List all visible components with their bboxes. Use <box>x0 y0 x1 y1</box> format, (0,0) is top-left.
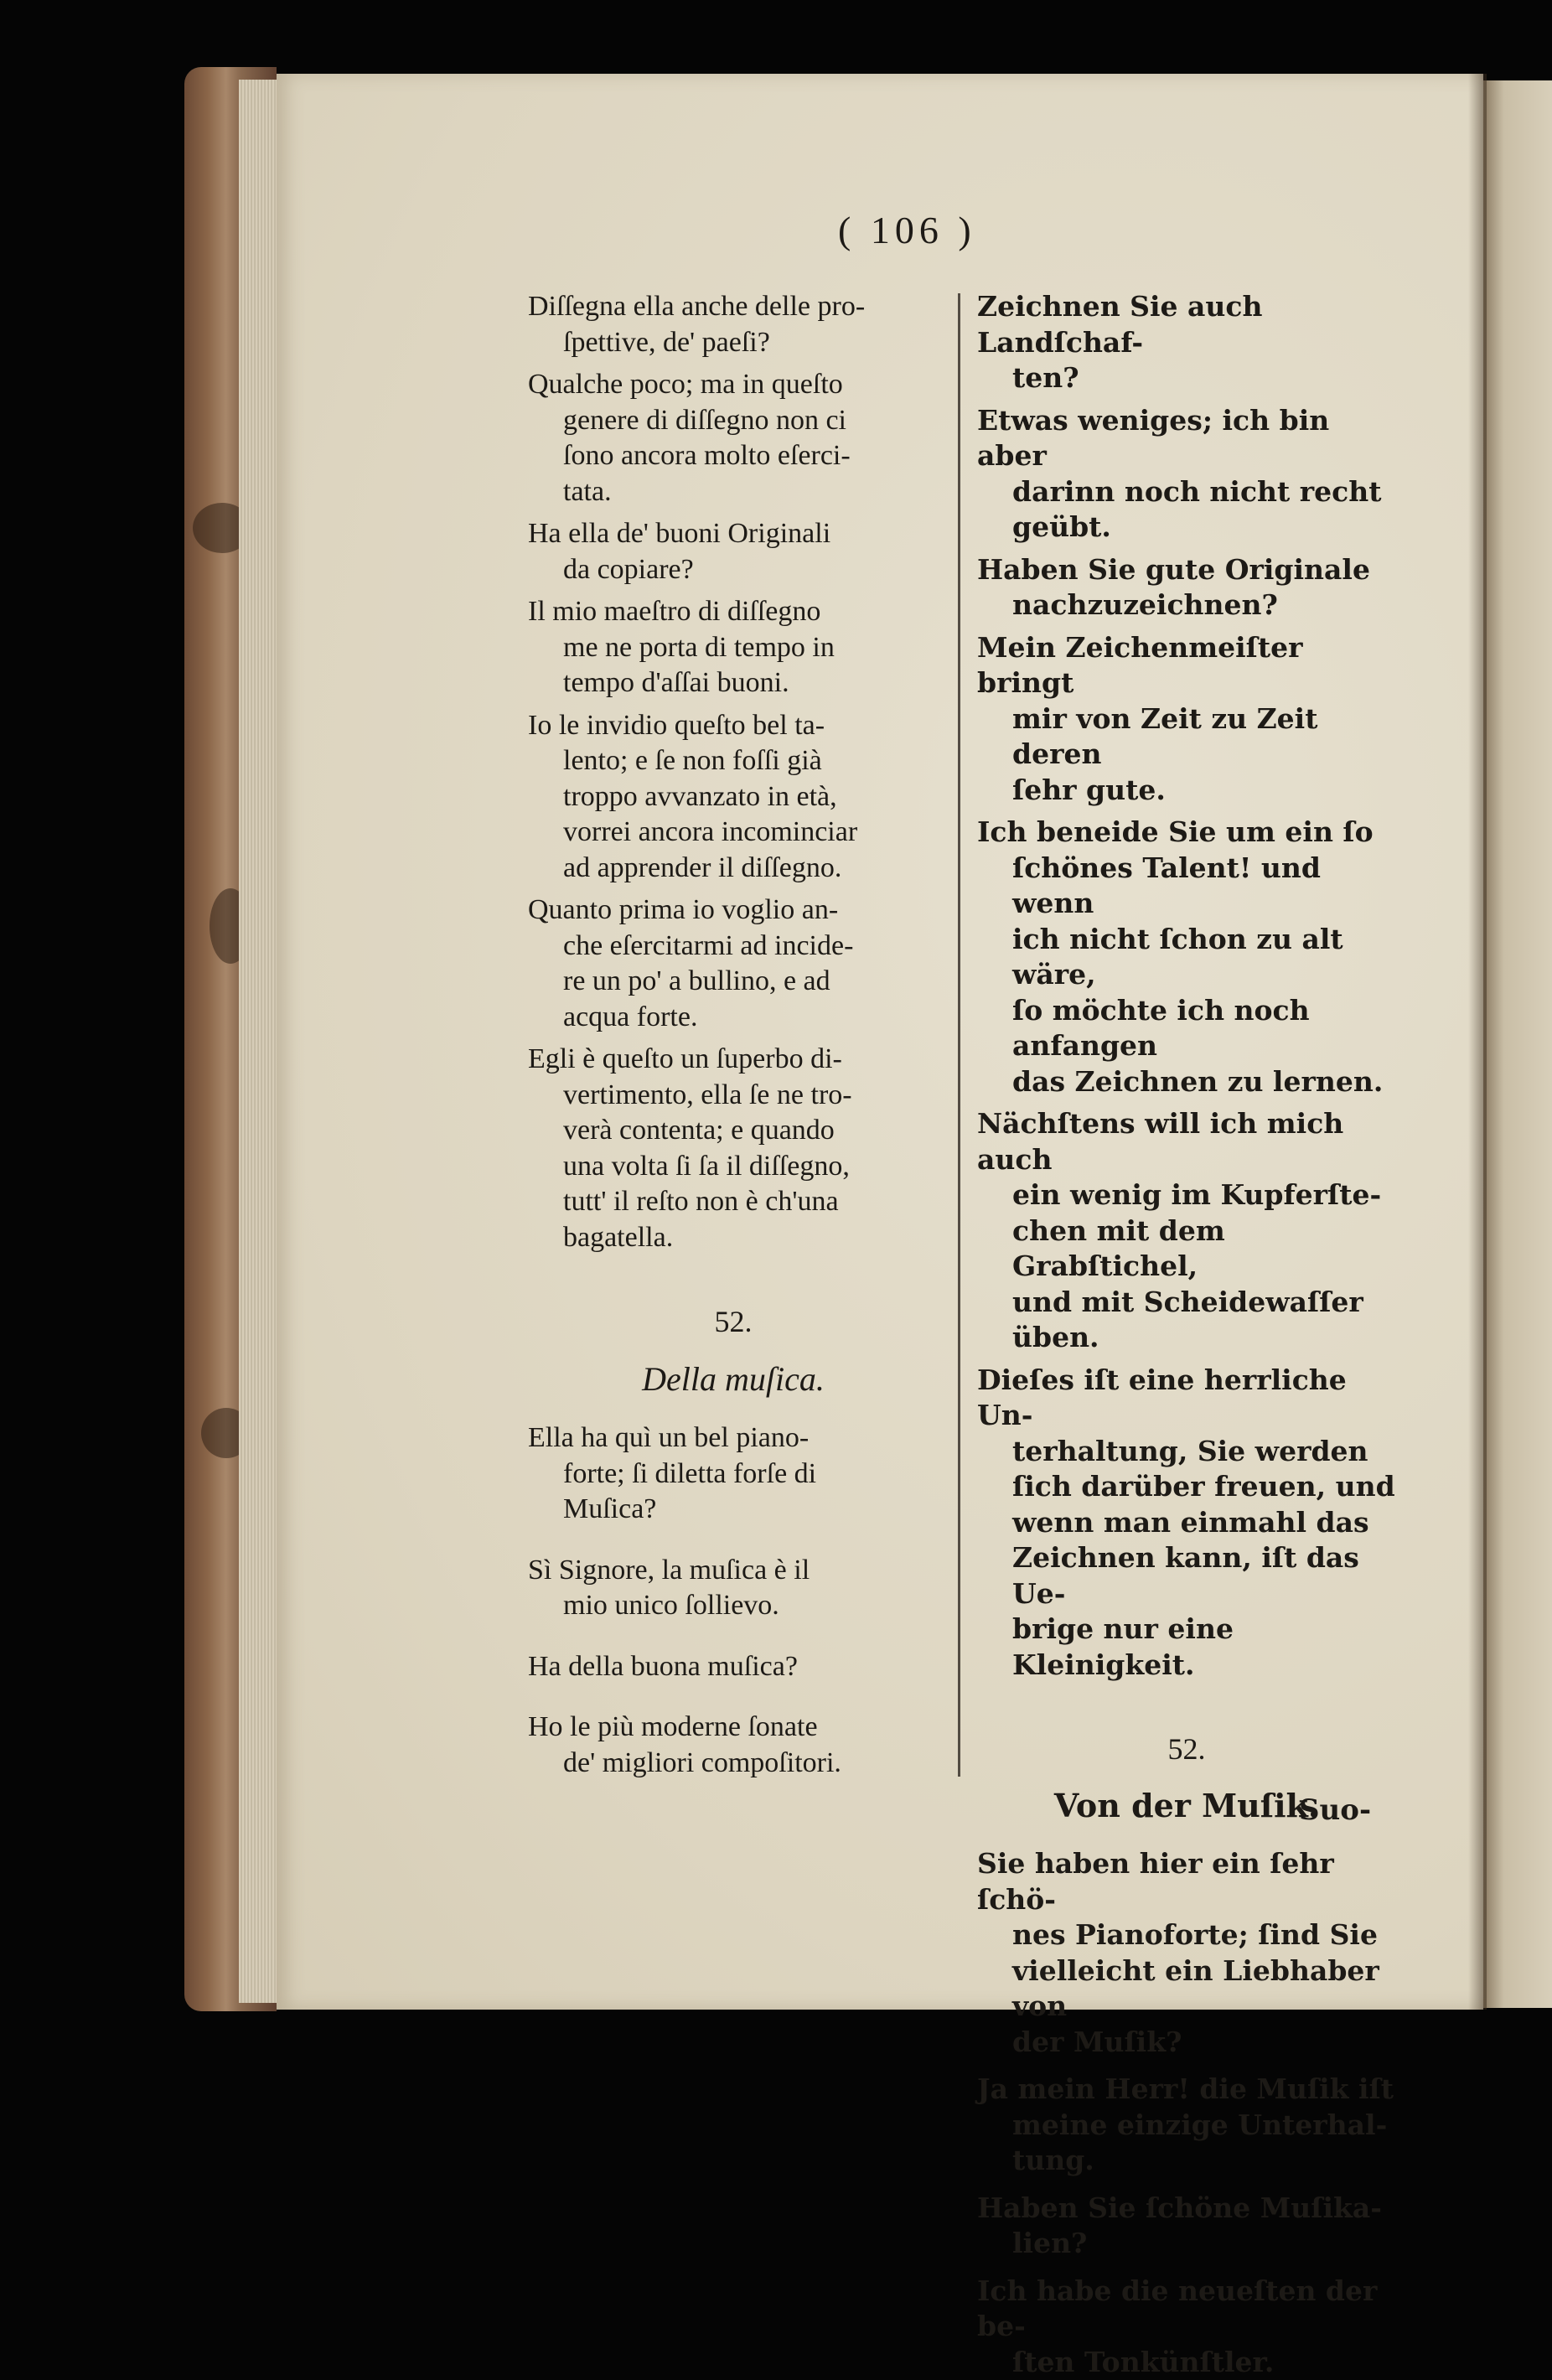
dialogue-entry <box>977 2191 1396 2262</box>
german-section-title: Von der Muſik. <box>977 1787 1396 1824</box>
dialogue-entry <box>528 516 939 587</box>
italian-entries-top <box>528 289 939 1255</box>
dialogue-entry <box>528 289 939 360</box>
dialogue-entry <box>528 708 939 887</box>
entry-continuation-line: ein wenig im Kupferſte- <box>977 1177 1396 1213</box>
dialogue-entry <box>528 1710 939 1781</box>
entry-continuation-line: und mit Scheidewaſſer <box>977 1285 1396 1321</box>
entry-first-line: Etwas weniges; ich bin aber <box>977 403 1396 474</box>
entry-continuation-line: Zeichnen kann, iſt das Ue- <box>977 1540 1396 1612</box>
dialogue-entry <box>528 1649 939 1685</box>
entry-continuation-line: verà contenta; e quando <box>528 1113 939 1149</box>
entry-continuation-line: nachzuzeichnen? <box>977 587 1396 623</box>
entry-continuation-line: tutt' il reſto non è ch'una <box>528 1184 939 1220</box>
entry-first-line: Nächſtens will ich mich auch <box>977 1106 1396 1177</box>
dialogue-entry <box>528 1420 939 1528</box>
entry-continuation-line: da copiare? <box>528 552 939 588</box>
entry-first-line: Ha ella de' buoni Originali <box>528 516 939 552</box>
entry-continuation-line: tempo d'aſſai buoni. <box>528 665 939 701</box>
italian-section-number: 52. <box>528 1304 939 1339</box>
entry-continuation-line: ſpettive, de' paeſi? <box>528 325 939 361</box>
entry-continuation-line: meine einzige Unterhal- <box>977 2108 1396 2144</box>
page-gutter-shadow <box>1468 74 1487 2010</box>
entry-first-line: Sì Signore, la muſica è il <box>528 1553 939 1589</box>
entry-continuation-line: ad apprender il diſſegno. <box>528 851 939 887</box>
entry-continuation-line: vorrei ancora incominciar <box>528 815 939 851</box>
dialogue-entry <box>528 1553 939 1624</box>
dialogue-entry <box>528 594 939 701</box>
entry-continuation-line: una volta ſi ſa il diſſegno, <box>528 1149 939 1185</box>
entry-continuation-line: geübt. <box>977 510 1396 546</box>
entry-continuation-line: ich nicht ſchon zu alt wäre, <box>977 922 1396 993</box>
dialogue-entry <box>528 367 939 510</box>
italian-section-title: Della muſica. <box>528 1359 939 1399</box>
entry-continuation-line: re un po' a bullino, e ad <box>528 964 939 1000</box>
entry-continuation-line: me ne porta di tempo in <box>528 630 939 666</box>
entry-continuation-line: tata. <box>528 474 939 510</box>
dialogue-entry <box>977 630 1396 809</box>
entry-first-line: Egli è queſto un ſuperbo di- <box>528 1042 939 1078</box>
entry-continuation-line: lento; e ſe non foſſi già <box>528 743 939 779</box>
dialogue-entry <box>528 1042 939 1255</box>
entry-continuation-line: wenn man einmahl das <box>977 1505 1396 1541</box>
dialogue-entry <box>977 1106 1396 1356</box>
dialogue-entry <box>528 892 939 1035</box>
entry-first-line: Ho le più moderne ſonate <box>528 1710 939 1746</box>
dialogue-entry <box>977 289 1396 396</box>
entry-continuation-line: üben. <box>977 1320 1396 1356</box>
italian-column <box>528 289 939 1781</box>
catchword: Suo- <box>1299 1793 1371 1827</box>
entry-continuation-line: vertimento, ella ſe ne tro- <box>528 1078 939 1114</box>
entry-continuation-line: vielleicht ein Liebhaber von <box>977 1953 1396 2025</box>
entry-continuation-line: bagatella. <box>528 1220 939 1256</box>
dialogue-entry <box>977 1846 1396 2060</box>
entry-continuation-line: ſten Tonkünſtler. <box>977 2345 1396 2380</box>
entry-first-line: Haben Sie ſchöne Muſika- <box>977 2191 1396 2227</box>
entry-continuation-line: che eſercitarmi ad incide- <box>528 929 939 965</box>
page-number: ( 106 ) <box>838 208 976 252</box>
entry-first-line: Ella ha quì un bel piano- <box>528 1420 939 1456</box>
entry-continuation-line: de' migliori compoſitori. <box>528 1746 939 1782</box>
dialogue-entry <box>977 815 1396 1099</box>
entry-continuation-line: chen mit dem Grabſtichel, <box>977 1213 1396 1285</box>
entry-first-line: Il mio maeſtro di diſſegno <box>528 594 939 630</box>
entry-first-line: Qualche poco; ma in queſto <box>528 367 939 403</box>
entry-continuation-line: tung. <box>977 2143 1396 2179</box>
entry-continuation-line: terhaltung, Sie werden <box>977 1434 1396 1470</box>
entry-first-line: Zeichnen Sie auch Landſchaf- <box>977 289 1396 360</box>
entry-continuation-line: ſich darüber freuen, und <box>977 1469 1396 1505</box>
entry-first-line: Ja mein Herr! die Muſik iſt <box>977 2072 1396 2108</box>
entry-first-line: Ich habe die neueſten der be- <box>977 2274 1396 2345</box>
italian-entries-bottom <box>528 1420 939 1781</box>
entry-first-line: Dieſes iſt eine herrliche Un- <box>977 1363 1396 1434</box>
entry-first-line: Diſſegna ella anche delle pro- <box>528 289 939 325</box>
entry-continuation-line: brige nur eine Kleinigkeit. <box>977 1612 1396 1683</box>
column-divider <box>958 293 960 1777</box>
german-entries-bottom <box>977 1846 1396 2380</box>
dialogue-entry <box>977 1363 1396 1684</box>
dialogue-entry <box>977 2072 1396 2179</box>
entry-first-line: Quanto prima io voglio an- <box>528 892 939 929</box>
entry-continuation-line: ſono ancora molto eſerci- <box>528 438 939 474</box>
dialogue-entry <box>977 552 1396 623</box>
entry-first-line: Io le invidio queſto bel ta- <box>528 708 939 744</box>
german-section-number: 52. <box>977 1731 1396 1767</box>
entry-continuation-line: ſehr gute. <box>977 773 1396 809</box>
entry-continuation-line: acqua forte. <box>528 1000 939 1036</box>
entry-continuation-line: darinn noch nicht recht <box>977 474 1396 510</box>
entry-continuation-line: Muſica? <box>528 1492 939 1528</box>
facing-page-edge <box>1483 80 1552 2008</box>
entry-continuation-line: das Zeichnen zu lernen. <box>977 1064 1396 1100</box>
entry-continuation-line: ſo möchte ich noch anfangen <box>977 993 1396 1064</box>
entry-continuation-line: genere di diſſegno non ci <box>528 403 939 439</box>
dialogue-entry <box>977 2274 1396 2380</box>
entry-continuation-line: mir von Zeit zu Zeit deren <box>977 701 1396 773</box>
dialogue-entry <box>977 403 1396 546</box>
entry-continuation-line: forte; ſi diletta forſe di <box>528 1456 939 1493</box>
entry-continuation-line: nes Pianoforte; ſind Sie <box>977 1917 1396 1953</box>
entry-first-line: Sie haben hier ein ſehr ſchö- <box>977 1846 1396 1917</box>
entry-continuation-line: ſchönes Talent! und wenn <box>977 851 1396 922</box>
entry-continuation-line: troppo avvanzato in età, <box>528 779 939 815</box>
entry-continuation-line: mio unico ſollievo. <box>528 1588 939 1624</box>
german-entries-top <box>977 289 1396 1683</box>
entry-first-line: Haben Sie gute Originale <box>977 552 1396 588</box>
entry-first-line: Ich beneide Sie um ein ſo <box>977 815 1396 851</box>
entry-continuation-line: lien? <box>977 2226 1396 2262</box>
entry-first-line: Mein Zeichenmeiſter bringt <box>977 630 1396 701</box>
german-column <box>977 289 1396 2380</box>
entry-first-line: Ha della buona muſica? <box>528 1649 939 1685</box>
entry-continuation-line: ten? <box>977 360 1396 396</box>
entry-continuation-line: der Muſik? <box>977 2025 1396 2061</box>
